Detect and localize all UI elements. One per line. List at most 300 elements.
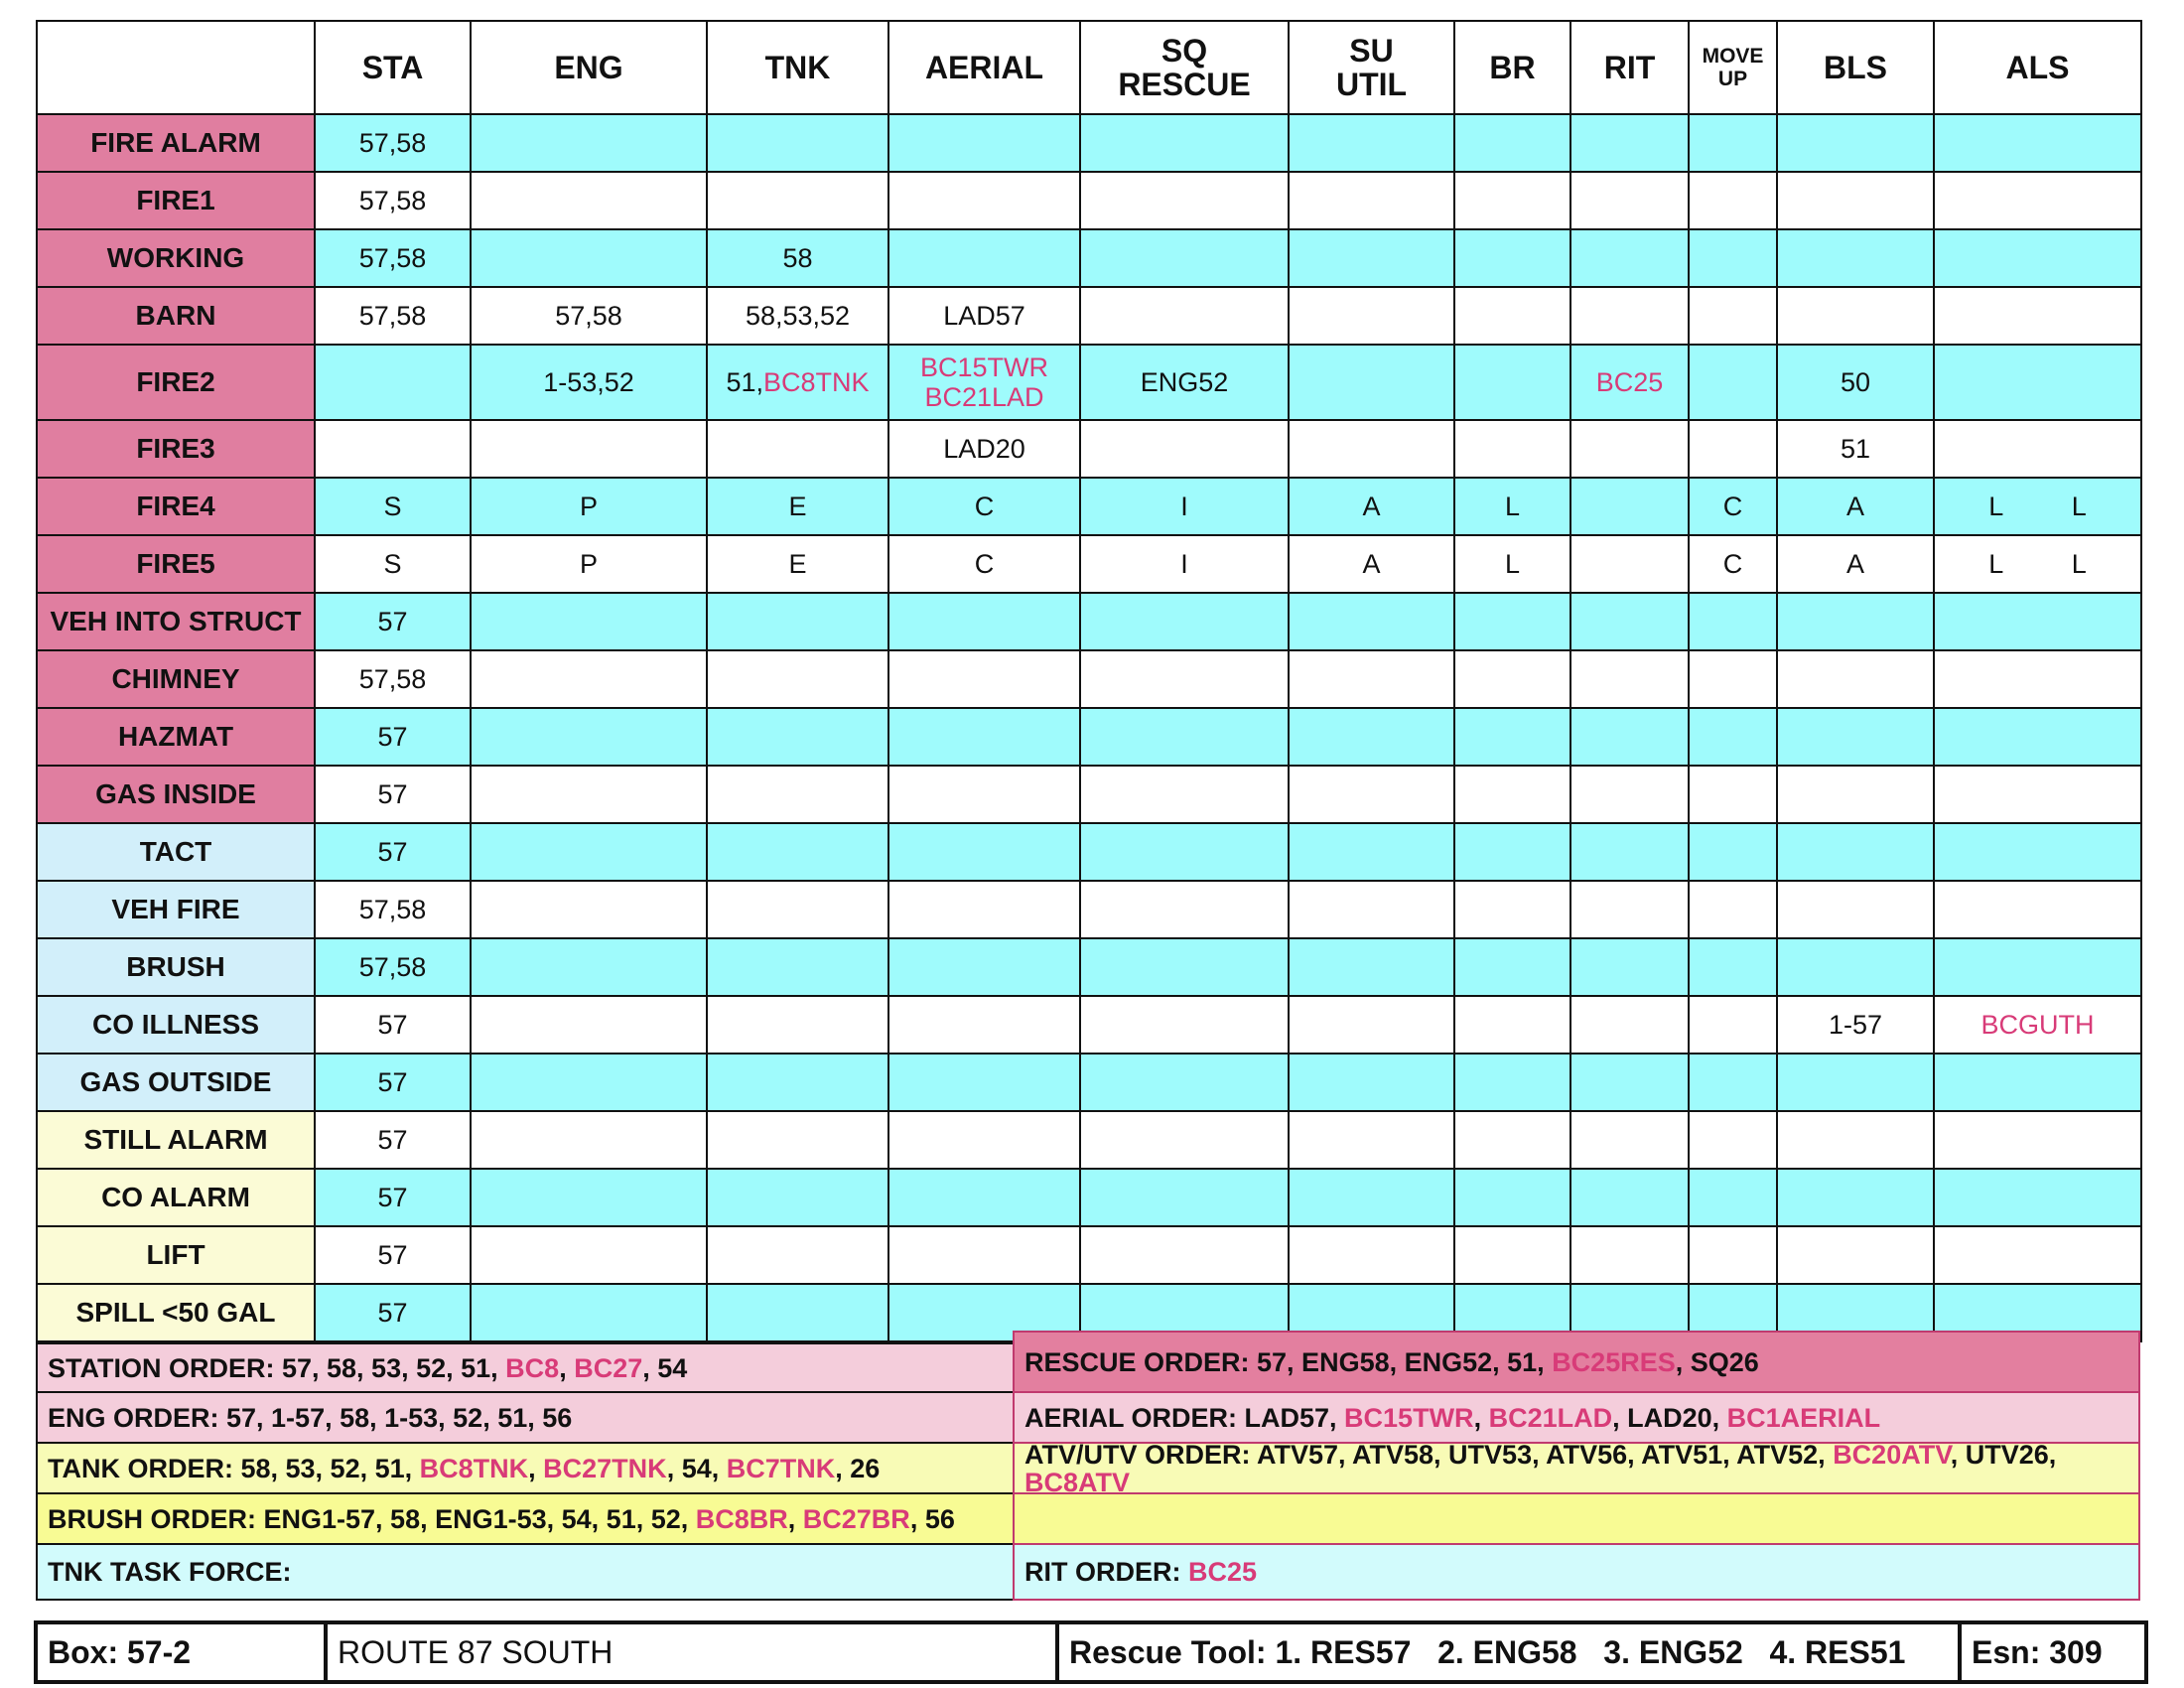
- cell-value: 57: [377, 606, 408, 636]
- cell-value: 57,58: [358, 185, 427, 215]
- column-header: TNK: [707, 21, 888, 114]
- table-cell: [1289, 996, 1454, 1054]
- cell-value: A: [1845, 548, 1864, 579]
- table-cell: [1777, 114, 1934, 172]
- table-cell: [1080, 996, 1289, 1054]
- table-cell: [707, 650, 888, 708]
- table-row: [37, 114, 2141, 172]
- cell-value: L: [2071, 548, 2087, 579]
- table-cell: [1570, 478, 1689, 535]
- cell-value: 57,58: [358, 951, 427, 982]
- table-cell: [1080, 1226, 1289, 1284]
- table-cell: [1689, 996, 1777, 1054]
- table-cell: [707, 172, 888, 229]
- order-line-left: [36, 1342, 1015, 1393]
- order-text: ,: [787, 1503, 803, 1534]
- table-cell: [1289, 823, 1454, 881]
- assignment-grid: [36, 20, 2142, 1342]
- table-cell: [1689, 287, 1777, 345]
- table-row: [37, 823, 2141, 881]
- table-cell: [1289, 593, 1454, 650]
- cell-value: I: [1180, 548, 1188, 579]
- table-cell: [707, 114, 888, 172]
- table-cell: [471, 996, 707, 1054]
- table-cell: [1689, 1111, 1777, 1169]
- table-cell: [1570, 172, 1689, 229]
- table-cell: [315, 938, 471, 996]
- table-cell: [471, 172, 707, 229]
- table-cell: [471, 938, 707, 996]
- table-cell: [1289, 708, 1454, 766]
- table-cell: [1570, 881, 1689, 938]
- table-row: [37, 229, 2141, 287]
- table-cell: [1934, 823, 2141, 881]
- order-line-left: [36, 1494, 1015, 1545]
- table-cell: [1289, 881, 1454, 938]
- cell-value: 57,58: [358, 127, 427, 158]
- row-label: HAZMAT: [37, 708, 315, 766]
- order-line-left: [36, 1444, 1015, 1494]
- cell-value: A: [1362, 491, 1381, 521]
- table-cell: [1934, 172, 2141, 229]
- cell-value: 57: [377, 1066, 408, 1097]
- order-text: ,: [559, 1352, 575, 1383]
- order-text: RIT ORDER:: [1024, 1557, 1188, 1587]
- table-cell: [1289, 535, 1454, 593]
- table-cell: [1080, 114, 1289, 172]
- table-cell: [1454, 1169, 1570, 1226]
- table-row: [37, 766, 2141, 823]
- table-cell: [707, 1054, 888, 1111]
- cell-value: LAD20: [943, 433, 1025, 464]
- order-text: BC7TNK: [726, 1453, 836, 1483]
- table-cell: [707, 823, 888, 881]
- table-cell: [1080, 478, 1289, 535]
- row-label: FIRE2: [37, 345, 315, 420]
- table-cell: [1934, 996, 2141, 1054]
- row-label: FIRE4: [37, 478, 315, 535]
- table-cell: [471, 823, 707, 881]
- order-line-right: [1013, 1545, 2140, 1601]
- table-cell: [471, 1054, 707, 1111]
- table-cell: [1777, 172, 1934, 229]
- column-header: STA: [315, 21, 471, 114]
- table-cell: [1777, 478, 1934, 535]
- table-cell: [1777, 938, 1934, 996]
- table-cell: [1080, 823, 1289, 881]
- grid-body: [37, 114, 2141, 1341]
- cell-value: L: [2071, 491, 2087, 521]
- table-cell: [1080, 420, 1289, 478]
- table-cell: [1689, 172, 1777, 229]
- table-cell: [888, 229, 1080, 287]
- table-cell: [1454, 766, 1570, 823]
- column-header: RIT: [1570, 21, 1689, 114]
- table-row: [37, 650, 2141, 708]
- table-cell: [1934, 881, 2141, 938]
- table-cell: [1289, 287, 1454, 345]
- order-line-right: [1013, 1444, 2140, 1494]
- box-number: Box: 57-2: [38, 1624, 328, 1680]
- cell-value: E: [788, 548, 807, 579]
- table-cell: [1080, 938, 1289, 996]
- cell-value: 57: [377, 1239, 408, 1270]
- table-cell: [888, 1169, 1080, 1226]
- table-cell: [1570, 650, 1689, 708]
- cell-value: BC21LAD: [924, 382, 1044, 412]
- table-cell: [1289, 1226, 1454, 1284]
- order-text: BC8: [505, 1352, 560, 1383]
- cell-value: 51,: [726, 366, 763, 397]
- column-header: BLS: [1777, 21, 1934, 114]
- table-cell: [1289, 938, 1454, 996]
- table-cell: [1689, 345, 1777, 420]
- table-cell: [888, 287, 1080, 345]
- table-cell: [315, 593, 471, 650]
- row-label: VEH FIRE: [37, 881, 315, 938]
- column-header: MOVE UP: [1689, 21, 1777, 114]
- table-cell: [1570, 420, 1689, 478]
- table-cell: [1080, 593, 1289, 650]
- table-cell: [888, 881, 1080, 938]
- cell-value: BC8TNK: [763, 366, 870, 397]
- table-cell: [888, 345, 1080, 420]
- cell-value: 57,58: [358, 663, 427, 694]
- cell-value: 51: [1840, 433, 1871, 464]
- table-cell: [1570, 1111, 1689, 1169]
- table-cell: [1689, 650, 1777, 708]
- table-cell: [888, 172, 1080, 229]
- table-row: [37, 881, 2141, 938]
- cell-value: L: [1988, 548, 2004, 579]
- cell-value: 57,58: [358, 242, 427, 273]
- cell-value: L: [1988, 491, 2004, 521]
- table-cell: [888, 593, 1080, 650]
- table-cell: [1689, 1054, 1777, 1111]
- column-header: ALS: [1934, 21, 2141, 114]
- table-cell: [1570, 823, 1689, 881]
- table-cell: [707, 1226, 888, 1284]
- table-row: [37, 345, 2141, 420]
- table-cell: [471, 593, 707, 650]
- table-cell: [1934, 1111, 2141, 1169]
- table-cell: [471, 1111, 707, 1169]
- row-label: STILL ALARM: [37, 1111, 315, 1169]
- table-cell: [315, 996, 471, 1054]
- cell-value: BC15TWR: [919, 352, 1048, 382]
- cell-value: E: [788, 491, 807, 521]
- table-cell: [888, 1054, 1080, 1111]
- table-cell: [707, 287, 888, 345]
- table-cell: [1289, 766, 1454, 823]
- table-cell: [1570, 593, 1689, 650]
- cell-value: 57: [377, 1297, 408, 1328]
- table-row: [37, 420, 2141, 478]
- table-cell: [707, 593, 888, 650]
- table-cell: [315, 1111, 471, 1169]
- table-cell: [1289, 172, 1454, 229]
- table-cell: [1934, 650, 2141, 708]
- table-cell: [1777, 1169, 1934, 1226]
- table-cell: [1080, 172, 1289, 229]
- order-text: TNK TASK FORCE:: [48, 1557, 292, 1587]
- table-cell: [1570, 1169, 1689, 1226]
- order-text: ,: [528, 1453, 544, 1483]
- table-cell: [1934, 535, 2141, 593]
- table-cell: [1454, 1111, 1570, 1169]
- table-cell: [1777, 650, 1934, 708]
- table-cell: [1689, 823, 1777, 881]
- table-cell: [1689, 229, 1777, 287]
- table-cell: [1934, 114, 2141, 172]
- table-cell: [1777, 345, 1934, 420]
- order-line-right: [1013, 1494, 2140, 1545]
- cell-value: 50: [1840, 366, 1871, 397]
- table-row: [37, 1169, 2141, 1226]
- rescue-tool-order: Rescue Tool: 1. RES57 2. ENG58 3. ENG52 4. RES51: [1059, 1624, 1962, 1680]
- table-cell: [1570, 938, 1689, 996]
- footer-bar: [34, 1620, 2148, 1684]
- table-cell: [315, 287, 471, 345]
- table-cell: [888, 535, 1080, 593]
- table-cell: [1689, 1226, 1777, 1284]
- table-cell: [1454, 1226, 1570, 1284]
- table-row: [37, 287, 2141, 345]
- table-cell: [315, 420, 471, 478]
- table-cell: [888, 823, 1080, 881]
- table-cell: [471, 708, 707, 766]
- cell-value: I: [1180, 491, 1188, 521]
- column-header: SU UTIL: [1289, 21, 1454, 114]
- table-cell: [1777, 708, 1934, 766]
- row-label: CO ALARM: [37, 1169, 315, 1226]
- table-cell: [888, 420, 1080, 478]
- table-cell: [1570, 766, 1689, 823]
- order-text: BC27BR: [802, 1503, 910, 1534]
- row-label: BRUSH: [37, 938, 315, 996]
- table-cell: [471, 420, 707, 478]
- table-cell: [707, 766, 888, 823]
- cell-value: C: [1722, 491, 1743, 521]
- cell-value: S: [383, 491, 402, 521]
- table-cell: [1934, 1169, 2141, 1226]
- row-label: SPILL <50 GAL: [37, 1284, 315, 1341]
- table-cell: [1570, 229, 1689, 287]
- table-cell: [471, 1284, 707, 1341]
- order-text: BC15TWR: [1344, 1402, 1474, 1433]
- row-label: FIRE ALARM: [37, 114, 315, 172]
- table-cell: [1777, 823, 1934, 881]
- table-cell: [1689, 478, 1777, 535]
- order-text: , 54: [642, 1352, 688, 1383]
- table-cell: [1934, 938, 2141, 996]
- table-cell: [315, 1169, 471, 1226]
- table-cell: [1570, 996, 1689, 1054]
- order-line-left: [36, 1393, 1015, 1444]
- table-cell: [1454, 881, 1570, 938]
- table-cell: [471, 478, 707, 535]
- table-cell: [1777, 229, 1934, 287]
- table-cell: [1777, 1111, 1934, 1169]
- table-cell: [1080, 708, 1289, 766]
- order-text: BC27: [574, 1352, 643, 1383]
- row-label: LIFT: [37, 1226, 315, 1284]
- table-cell: [1777, 766, 1934, 823]
- row-label: TACT: [37, 823, 315, 881]
- order-text: TANK ORDER: 58, 53, 52, 51,: [48, 1453, 420, 1483]
- table-cell: [888, 708, 1080, 766]
- order-text: AERIAL ORDER: LAD57,: [1024, 1402, 1345, 1433]
- table-cell: [1454, 535, 1570, 593]
- table-cell: [1934, 420, 2141, 478]
- table-cell: [1454, 1054, 1570, 1111]
- row-label: WORKING: [37, 229, 315, 287]
- table-cell: [1080, 766, 1289, 823]
- table-cell: [1777, 593, 1934, 650]
- order-text: BRUSH ORDER: ENG1-57, 58, ENG1-53, 54, 51, 52,: [48, 1503, 696, 1534]
- table-cell: [1454, 172, 1570, 229]
- table-cell: [471, 1169, 707, 1226]
- order-text: , 26: [835, 1453, 881, 1483]
- table-cell: [1454, 420, 1570, 478]
- table-cell: [1570, 345, 1689, 420]
- table-cell: [315, 823, 471, 881]
- table-cell: [1454, 650, 1570, 708]
- table-cell: [1454, 708, 1570, 766]
- table-cell: [888, 938, 1080, 996]
- cell-value: BCGUTH: [1980, 1009, 2095, 1040]
- table-cell: [315, 708, 471, 766]
- table-cell: [1289, 650, 1454, 708]
- table-cell: [1454, 114, 1570, 172]
- table-cell: [1934, 593, 2141, 650]
- order-text: BC21LAD: [1488, 1402, 1613, 1433]
- table-cell: [1080, 881, 1289, 938]
- row-label: VEH INTO STRUCT: [37, 593, 315, 650]
- order-line-right: [1013, 1331, 2140, 1393]
- table-cell: [888, 1111, 1080, 1169]
- table-cell: [315, 345, 471, 420]
- cell-value: 57: [377, 721, 408, 752]
- column-header: BR: [1454, 21, 1570, 114]
- order-text: BC20ATV: [1833, 1444, 1951, 1470]
- table-cell: [315, 1226, 471, 1284]
- cell-value: 58: [782, 242, 813, 273]
- table-cell: [1934, 1226, 2141, 1284]
- table-cell: [1777, 287, 1934, 345]
- cell-value: 57: [377, 1009, 408, 1040]
- table-cell: [707, 1111, 888, 1169]
- table-cell: [1934, 766, 2141, 823]
- table-cell: [1570, 535, 1689, 593]
- table-cell: [471, 345, 707, 420]
- route-name: ROUTE 87 SOUTH: [328, 1624, 1059, 1680]
- table-cell: [1289, 1054, 1454, 1111]
- table-cell: [1689, 881, 1777, 938]
- table-cell: [315, 650, 471, 708]
- table-cell: [1454, 823, 1570, 881]
- table-cell: [1080, 535, 1289, 593]
- table-cell: [1934, 345, 2141, 420]
- table-cell: [1777, 420, 1934, 478]
- table-row: [37, 996, 2141, 1054]
- table-cell: [1080, 1111, 1289, 1169]
- table-cell: [1289, 229, 1454, 287]
- table-cell: [1934, 287, 2141, 345]
- table-cell: [471, 287, 707, 345]
- cell-value: 57: [377, 1124, 408, 1155]
- table-cell: [471, 881, 707, 938]
- table-cell: [1689, 938, 1777, 996]
- cell-value: 1-57: [1828, 1009, 1883, 1040]
- table-cell: [1570, 114, 1689, 172]
- cell-value: 57,58: [358, 894, 427, 924]
- table-cell: [1689, 766, 1777, 823]
- table-cell: [1289, 345, 1454, 420]
- cell-value: C: [974, 491, 995, 521]
- table-cell: [1689, 1169, 1777, 1226]
- cell-value: 57: [377, 1182, 408, 1212]
- table-cell: [707, 420, 888, 478]
- column-header: ENG: [471, 21, 707, 114]
- table-cell: [1689, 593, 1777, 650]
- table-cell: [471, 650, 707, 708]
- table-cell: [707, 708, 888, 766]
- table-row: [37, 708, 2141, 766]
- table-cell: [1777, 996, 1934, 1054]
- cell-value: L: [1504, 548, 1521, 579]
- row-label: CHIMNEY: [37, 650, 315, 708]
- cell-value: ENG52: [1140, 366, 1229, 397]
- order-text: , SQ26: [1675, 1346, 1759, 1377]
- order-text: , UTV26,: [1950, 1444, 2057, 1470]
- order-text: BC27TNK: [543, 1453, 667, 1483]
- cell-value: C: [1722, 548, 1743, 579]
- table-cell: [1934, 229, 2141, 287]
- cell-value: BC25: [1595, 366, 1664, 397]
- cell-value: C: [974, 548, 995, 579]
- table-cell: [315, 766, 471, 823]
- table-cell: [888, 766, 1080, 823]
- row-label: FIRE1: [37, 172, 315, 229]
- table-row: [37, 478, 2141, 535]
- table-cell: [1454, 229, 1570, 287]
- order-text: BC8BR: [695, 1503, 788, 1534]
- table-cell: [315, 881, 471, 938]
- order-text: ATV/UTV ORDER: ATV57, ATV58, UTV53, ATV56, ATV51, ATV52,: [1024, 1444, 1834, 1470]
- table-cell: [888, 996, 1080, 1054]
- table-cell: [1289, 1111, 1454, 1169]
- cell-value: P: [579, 548, 598, 579]
- table-cell: [315, 478, 471, 535]
- table-row: [37, 593, 2141, 650]
- row-label: FIRE5: [37, 535, 315, 593]
- table-cell: [1454, 593, 1570, 650]
- table-cell: [1454, 287, 1570, 345]
- cell-value: L: [1504, 491, 1521, 521]
- table-row: [37, 535, 2141, 593]
- order-line-right: [1013, 1393, 2140, 1444]
- table-cell: [471, 229, 707, 287]
- cell-value: 1-53,52: [543, 366, 634, 397]
- table-cell: [1934, 478, 2141, 535]
- order-text: ENG ORDER: 57, 1-57, 58, 1-53, 52, 51, 56: [48, 1402, 573, 1433]
- table-cell: [471, 114, 707, 172]
- table-row: [37, 1054, 2141, 1111]
- table-cell: [1934, 1054, 2141, 1111]
- table-cell: [315, 535, 471, 593]
- cell-value: S: [383, 548, 402, 579]
